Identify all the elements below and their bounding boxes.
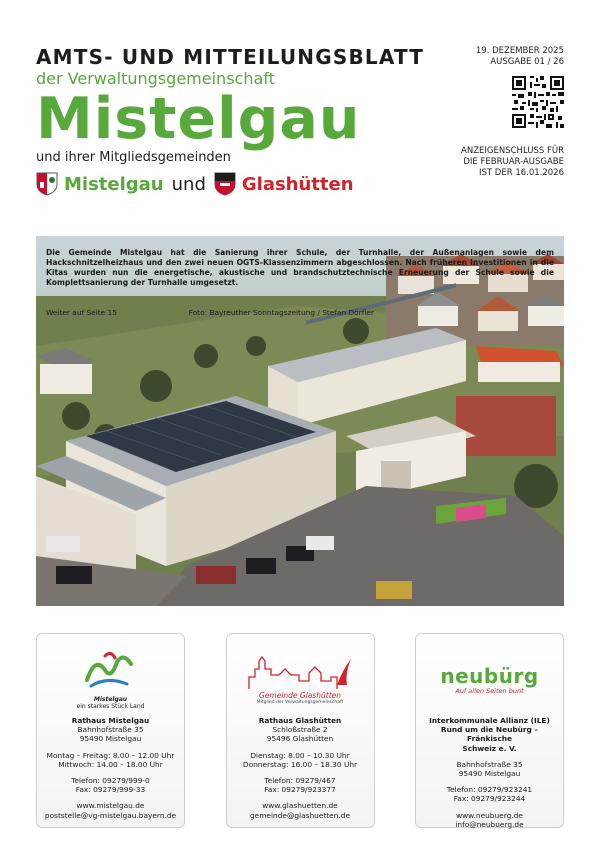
mistelgau-logo-name: Mistelgau bbox=[93, 696, 128, 703]
contact-cards bbox=[36, 633, 564, 828]
aerial-school-photo bbox=[36, 236, 564, 606]
neubuerg-logo-name: neubürg bbox=[440, 664, 539, 688]
neubuerg-logo bbox=[416, 644, 563, 716]
ad-deadline bbox=[444, 146, 564, 179]
publication-title: AMTS- UND MITTEILUNGSBLATT bbox=[36, 45, 425, 69]
office-fax: Fax: 09279/923244 bbox=[453, 794, 526, 804]
office-name: Rathaus Mistelgau bbox=[71, 716, 150, 725]
office-email-link[interactable]: poststelle@vg-mistelgau.bayern.de bbox=[44, 810, 177, 820]
deadline-line-1: ANZEIGENSCHLUSS FÜR bbox=[461, 146, 564, 156]
office-hours-1: Dienstag: 8.00 – 10.30 Uhr bbox=[250, 750, 350, 760]
office-name: Rathaus Glashütten bbox=[258, 716, 342, 725]
office-city: 95490 Mistelgau bbox=[458, 769, 521, 779]
glashuetten-logo-sub: Mitglied der Verwaltungsgemeinschaft bbox=[256, 699, 344, 705]
office-email-link[interactable]: gemeinde@glashuetten.de bbox=[249, 810, 350, 820]
mistelgau-details bbox=[37, 716, 184, 820]
office-name-2: Rund um die Neubürg – Fränkische bbox=[440, 725, 539, 744]
office-email-link[interactable]: info@neubuerg.de bbox=[455, 819, 524, 829]
card-glashuetten bbox=[226, 633, 375, 828]
town-mistelgau: Mistelgau bbox=[64, 173, 164, 195]
neubuerg-details bbox=[416, 716, 563, 829]
town-glashuetten: Glashütten bbox=[241, 173, 354, 195]
office-city: 95490 Mistelgau bbox=[79, 734, 142, 744]
deadline-line-3: IST DER 16.01.2026 bbox=[479, 168, 564, 178]
glashuetten-details bbox=[227, 716, 374, 820]
office-website-link[interactable]: www.glashuetten.de bbox=[262, 801, 338, 811]
qr-code-icon[interactable] bbox=[512, 76, 564, 128]
publication-subtitle: der Verwaltungsgemeinschaft bbox=[36, 69, 275, 88]
neubuerg-logo-slogan: Auf allen Seiten bunt bbox=[455, 687, 524, 695]
office-fax: Fax: 09279/923377 bbox=[264, 785, 336, 795]
mistelgau-logo-text bbox=[77, 696, 145, 710]
office-website-link[interactable]: www.neubuerg.de bbox=[456, 810, 523, 820]
issue-number: AUSGABE 01 / 26 bbox=[490, 57, 564, 67]
issue-date: 19. DEZEMBER 2025 bbox=[475, 46, 564, 56]
office-street: Bahnhofstraße 35 bbox=[456, 759, 523, 769]
card-neubuerg bbox=[415, 633, 564, 828]
photo-caption: Die Gemeinde Mistelgau hat die Sanierung ihrer Schule, der Turnhalle, der Außenanlagen sowie dem Hackschnitzelheizhaus und den zwei neuen OGTS-Klassenzimmern abgeschlossen. Nach früheren Investitionen in die Kitas wurden nun die energetische, akustische und brandschutztechnische Erneuerung der Schule sowie die Komplettsanierung der Turnhalle umgesetzt. bbox=[46, 248, 554, 287]
mistelgau-logo-icon bbox=[81, 650, 141, 694]
glashuetten-logo-icon bbox=[245, 655, 355, 691]
mistelgau-logo bbox=[37, 644, 184, 716]
office-name: Interkommunale Allianz (ILE) bbox=[429, 716, 550, 725]
continued-link[interactable]: Weiter auf Seite 15 bbox=[46, 308, 117, 317]
publication-name: Mistelgau bbox=[36, 86, 361, 152]
photo-credit: Foto: Bayreuther Sonntagszeitung / Stefan Dörfler bbox=[188, 308, 374, 317]
office-phone: Telefon: 09279/923241 bbox=[446, 785, 533, 795]
masthead bbox=[36, 46, 456, 196]
office-hours-1: Montag – Freitag: 8.00 – 12.00 Uhr bbox=[46, 750, 175, 760]
office-website-link[interactable]: www.mistelgau.de bbox=[76, 801, 145, 811]
caption-footer bbox=[46, 308, 374, 317]
office-street: Bahnhofstraße 35 bbox=[77, 725, 144, 735]
deadline-line-2: DIE FEBRUAR-AUSGABE bbox=[463, 157, 564, 167]
members-line: und ihrer Mitgliedsgemeinden bbox=[36, 150, 231, 165]
issue-info bbox=[454, 46, 564, 68]
towns-line bbox=[36, 172, 456, 196]
office-phone: Telefon: 09279/999-0 bbox=[71, 776, 150, 786]
office-hours-2: Donnerstag: 16.00 – 18.30 Uhr bbox=[242, 759, 358, 769]
office-hours-2: Mittwoch: 14.00 – 18.00 Uhr bbox=[58, 759, 163, 769]
office-name-3: Schweiz e. V. bbox=[462, 743, 517, 753]
town-connector: und bbox=[171, 173, 206, 195]
mistelgau-crest-icon bbox=[36, 172, 58, 196]
glashuetten-logo-name: Gemeinde Glashütten bbox=[258, 690, 342, 700]
card-mistelgau bbox=[36, 633, 185, 828]
glashuetten-crest-icon bbox=[214, 172, 236, 196]
office-fax: Fax: 09279/999-33 bbox=[75, 785, 146, 795]
mistelgau-logo-slogan: ein starkes Stück Land bbox=[76, 703, 145, 710]
office-street: Schloßstraße 2 bbox=[272, 725, 328, 735]
office-phone: Telefon: 09279/467 bbox=[264, 776, 336, 786]
glashuetten-logo bbox=[227, 644, 374, 716]
office-city: 95496 Glashütten bbox=[266, 734, 334, 744]
cover-photo bbox=[36, 236, 564, 606]
